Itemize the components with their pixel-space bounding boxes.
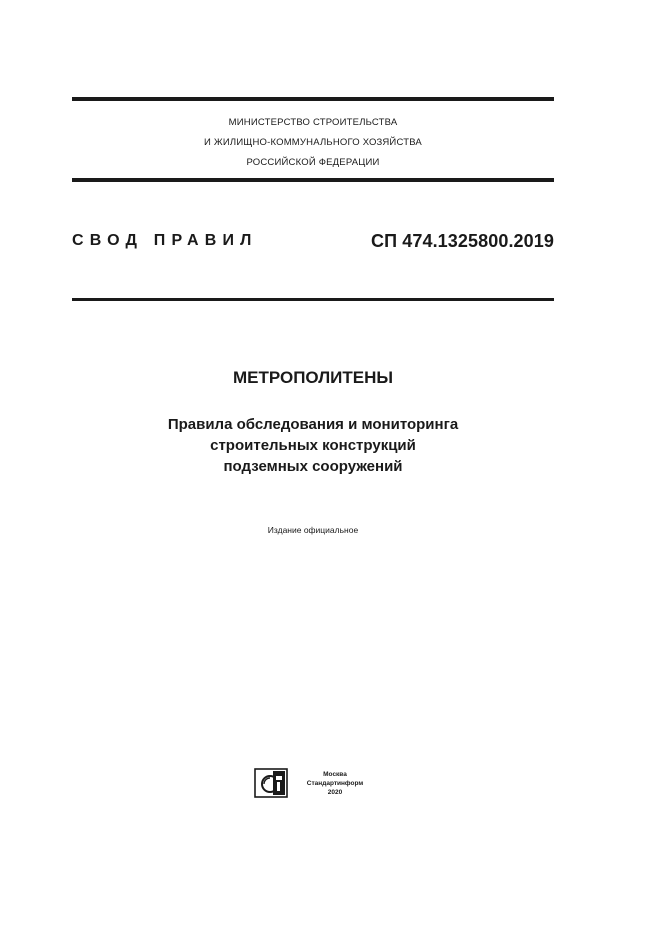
subtitle-line-1: Правила обследования и мониторинга — [167, 416, 459, 433]
publisher-city: Москва — [323, 771, 347, 778]
ministry-header — [72, 113, 554, 173]
page-title: МЕТРОПОЛИТЕНЫ — [232, 368, 394, 387]
page-subtitle — [72, 414, 554, 477]
subtitle-line-2: строительных конструкций — [210, 437, 416, 454]
standartinform-logo-icon — [254, 768, 288, 798]
subtitle-line-3: подземных сооружений — [223, 458, 403, 475]
top-divider — [72, 97, 554, 101]
document-type: СВОД ПРАВИЛ — [72, 232, 258, 249]
publisher-block — [296, 770, 374, 797]
document-code: СП 474.1325800.2019 — [371, 231, 554, 251]
publisher-year: 2020 — [327, 789, 343, 796]
ministry-line-2: И ЖИЛИЩНО-КОММУНАЛЬНОГО ХОЗЯЙСТВА — [204, 137, 422, 148]
header-divider — [72, 178, 554, 182]
ministry-line-1: МИНИСТЕРСТВО СТРОИТЕЛЬСТВА — [228, 117, 398, 128]
edition-note: Издание официальное — [267, 525, 359, 535]
ministry-line-3: РОССИЙСКОЙ ФЕДЕРАЦИИ — [246, 157, 380, 168]
publisher-name: Стандартинформ — [306, 780, 364, 787]
code-divider — [72, 298, 554, 301]
